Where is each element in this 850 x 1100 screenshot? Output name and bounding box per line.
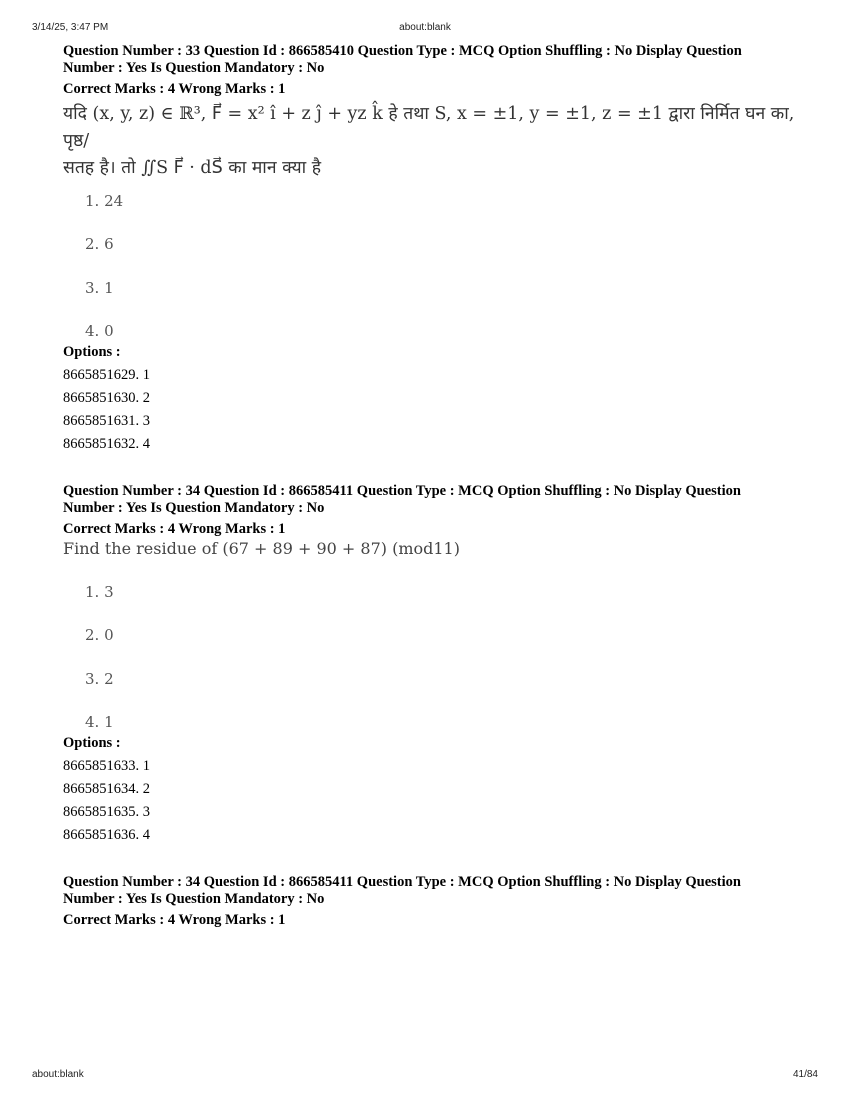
question-meta-line2: Number : Yes Is Question Mandatory : No [63,891,325,907]
option-item: 8665851630. 2 [63,390,150,406]
browser-header [32,22,818,36]
question-meta-line1: Question Number : 34 Question Id : 866585411 Question Type : MCQ Option Shuffling : No Display Question [63,483,741,499]
option-item: 8665851634. 2 [63,781,150,797]
options-label: Options : [63,344,121,360]
choice-item: 4. 0 [85,322,114,340]
choice-item: 2. 0 [85,626,114,644]
option-item: 8665851632. 4 [63,436,150,452]
page-indicator: 41/84 [792,1069,818,1080]
question-block-34 [63,483,803,559]
footer-url: about:blank [32,1069,84,1080]
question-block-34-repeat [63,874,803,929]
choice-row [63,584,803,601]
question-marks: Correct Marks : 4 Wrong Marks : 1 [63,81,286,97]
options-label: Options : [63,735,121,751]
choice-row [63,236,803,253]
options-section-33 [63,344,803,453]
question-text-line1: Find the residue of (67 + 89 + 90 + 87) (mod11) [63,539,460,558]
choice-item: 1. 24 [85,192,124,210]
question-meta-line1: Question Number : 33 Question Id : 866585410 Question Type : MCQ Option Shuffling : No Display Question [63,43,742,59]
choice-row [63,280,803,297]
question-block-33 [63,43,803,182]
option-item: 8665851629. 1 [63,367,150,383]
choice-item: 4. 1 [85,713,114,731]
choices-list-33 [63,193,803,210]
question-marks: Correct Marks : 4 Wrong Marks : 1 [63,912,286,928]
option-item: 8665851633. 1 [63,758,150,774]
choice-row [63,714,803,731]
choice-row [63,671,803,688]
print-datetime: 3/14/25, 3:47 PM [32,22,109,33]
browser-footer [32,1069,818,1083]
choice-item: 3. 1 [85,279,114,297]
question-text-line1: यदि (x, y, z) ∈ ℝ³, F⃗ = x² î + z ĵ + yz k̂ हे तथा S, x = ±1, y = ±1, z = ±1 द्वारा निर्मित घन का, पृष्ठ/ [63,104,795,151]
option-item: 8665851631. 3 [63,413,150,429]
choice-row [63,627,803,644]
choice-item: 3. 2 [85,670,114,688]
question-meta-line1: Question Number : 34 Question Id : 866585411 Question Type : MCQ Option Shuffling : No Display Question [63,874,741,890]
question-marks: Correct Marks : 4 Wrong Marks : 1 [63,521,286,537]
question-meta-line2: Number : Yes Is Question Mandatory : No [63,500,325,516]
question-meta-line2: Number : Yes Is Question Mandatory : No [63,60,325,76]
option-item: 8665851636. 4 [63,827,150,843]
choice-item: 2. 6 [85,235,114,253]
options-section-34 [63,735,803,844]
choice-row [63,323,803,340]
print-title: about:blank [399,22,451,33]
question-text-line2: सतह है। तो ∬S F⃗ · dS⃗ का मान क्या है [63,158,322,178]
option-item: 8665851635. 3 [63,804,150,820]
choice-item: 1. 3 [85,583,114,601]
